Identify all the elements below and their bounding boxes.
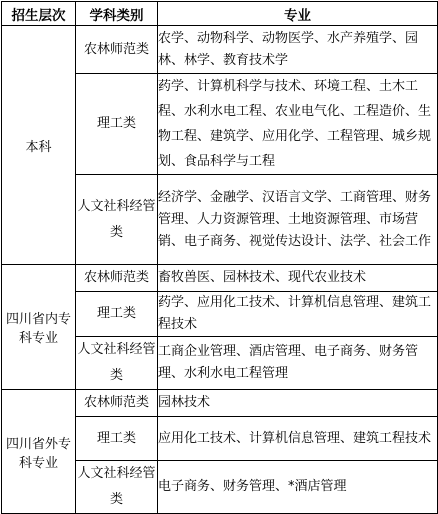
category-cell: 人文社科经管类 (76, 337, 158, 390)
category-cell: 理工类 (76, 417, 158, 461)
category-cell: 人文社科经管类 (76, 461, 158, 514)
category-cell: 理工类 (76, 74, 158, 175)
header-category: 学科类别 (76, 2, 158, 26)
table-row (2, 390, 438, 417)
category-cell: 人文社科经管类 (76, 175, 158, 265)
majors-cell: 园林技术 (158, 390, 438, 417)
category-cell: 农林师范类 (76, 26, 158, 74)
header-row (2, 2, 438, 26)
enrollment-table (1, 1, 438, 514)
level-cell: 四川省外专科专业 (2, 390, 76, 514)
level-cell: 四川省内专科专业 (2, 265, 76, 390)
table-row (2, 26, 438, 74)
majors-cell: 农学、动物科学、动物医学、水产养殖学、园林、林学、教育技术学 (158, 26, 438, 74)
majors-cell: 电子商务、财务管理、*酒店管理 (158, 461, 438, 514)
category-cell: 农林师范类 (76, 265, 158, 292)
table-row (2, 265, 438, 292)
category-cell: 农林师范类 (76, 390, 158, 417)
level-cell: 本科 (2, 26, 76, 265)
majors-cell: 经济学、金融学、汉语言文学、工商管理、财务管理、人力资源管理、土地资源管理、市场营销、电子商务、视觉传达设计、法学、社会工作 (158, 175, 438, 265)
header-level: 招生层次 (2, 2, 76, 26)
majors-cell: 畜牧兽医、园林技术、现代农业技术 (158, 265, 438, 292)
header-major: 专业 (158, 2, 438, 26)
category-cell: 理工类 (76, 292, 158, 337)
majors-cell: 药学、应用化工技术、计算机信息管理、建筑工程技术 (158, 292, 438, 337)
majors-cell: 工商企业管理、酒店管理、电子商务、财务管理、水利水电工程管理 (158, 337, 438, 390)
majors-cell: 应用化工技术、计算机信息管理、建筑工程技术 (158, 417, 438, 461)
majors-cell: 药学、计算机科学与技术、环境工程、土木工程、水利水电工程、农业电气化、工程造价、生物工程、建筑学、应用化学、工程管理、城乡规划、食品科学与工程 (158, 74, 438, 175)
